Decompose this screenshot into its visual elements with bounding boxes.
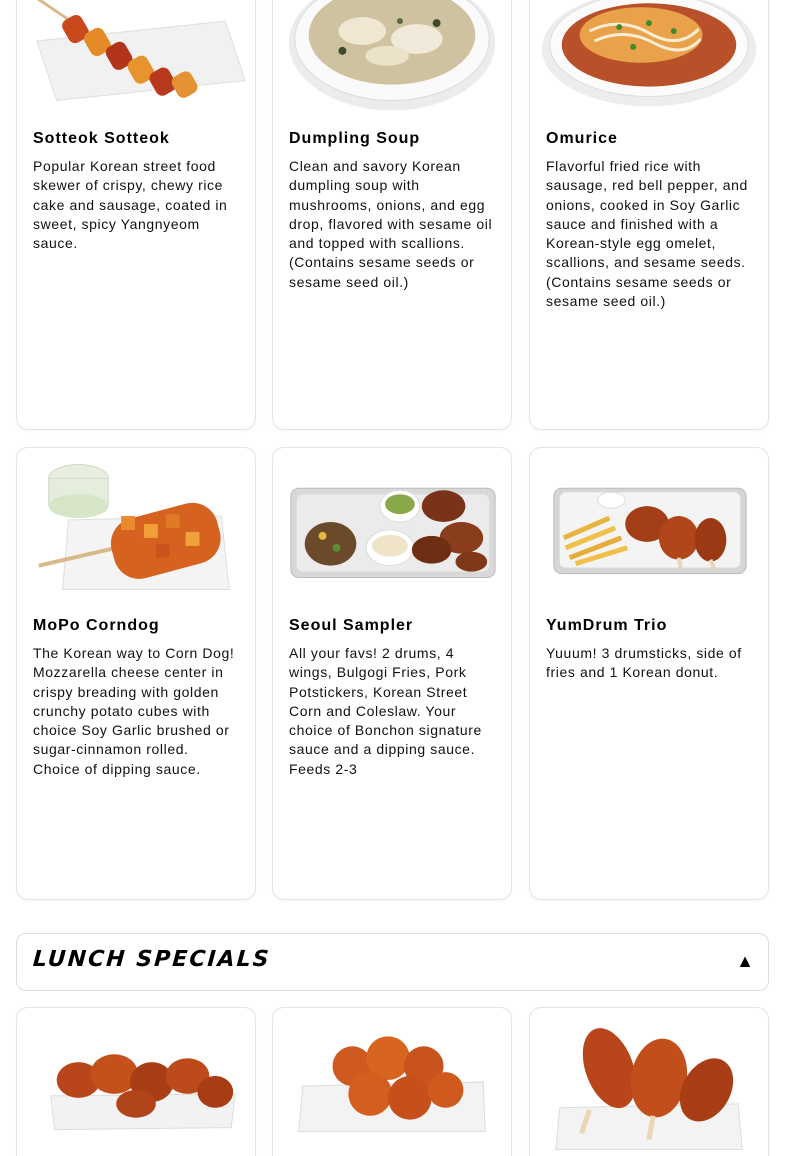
sotteok-skewer-image [17,0,255,111]
drumsticks-plate-image [530,1008,768,1156]
menu-card-yumdrum-trio[interactable] [529,447,769,900]
dumpling-soup-image [273,0,511,111]
lunch-card-wings[interactable] [16,1007,256,1156]
menu-card-seoul-sampler[interactable] [272,447,512,900]
menu-card-mopo-corndog[interactable] [16,447,256,900]
menu-item-description: All your favs! 2 drums, 4 wings, Bulgogi Fries, Pork Potstickers, Korean Street Corn and Coleslaw. Your choice of Bonchon signature sauce and a dipping sauce. Feeds 2-3 [289,645,482,777]
menu-card-sotteok[interactable] [16,0,256,430]
menu-item-name: Dumpling Soup [289,130,421,147]
menu-item-name: MoPo Corndog [33,617,160,634]
menu-item-description: The Korean way to Corn Dog! Mozzarella cheese center in crispy breading with golden crunchy potato cubes with choice Soy Garlic brushed or sugar-cinnamon rolled. Choice of dipping sauce. [33,645,235,777]
lunch-card-boneless[interactable] [272,1007,512,1156]
sampler-tray-image [273,448,511,598]
section-title: LUNCH SPECIALS [32,947,272,972]
boneless-chicken-image [273,1008,511,1156]
menu-item-name: Sotteok Sotteok [33,130,170,147]
menu-item-name: Omurice [546,130,618,147]
corndog-image [17,448,255,598]
menu-item-name: Seoul Sampler [289,617,414,634]
lunch-specials-header[interactable] [16,933,769,991]
omurice-image [530,0,768,111]
menu-card-dumpling-soup[interactable] [272,0,512,430]
menu-card-omurice[interactable] [529,0,769,430]
menu-item-description: Yuuum! 3 drumsticks, side of fries and 1 Korean donut. [546,645,742,681]
lunch-card-drumsticks[interactable] [529,1007,769,1156]
menu-item-name: YumDrum Trio [546,617,668,634]
menu-item-description: Popular Korean street food skewer of crispy, chewy rice cake and sausage, coated in sweet, spicy Yangnyeom sauce. [33,158,228,252]
menu-item-description: Flavorful fried rice with sausage, red bell pepper, and onions, cooked in Soy Garlic sauce and finished with a Korean-style egg omelet, scallions, and sesame seeds. (Contains sesame seeds or sesame seed oil.) [546,158,748,310]
drumstick-fries-image [530,448,768,598]
menu-item-description: Clean and savory Korean dumpling soup with mushrooms, onions, and egg drop, flavored with sesame oil and topped with scallions. (Contains sesame seeds or sesame seed oil.) [289,158,493,290]
caret-up-icon[interactable]: ▲ [736,951,754,971]
wings-plate-image [17,1008,255,1156]
